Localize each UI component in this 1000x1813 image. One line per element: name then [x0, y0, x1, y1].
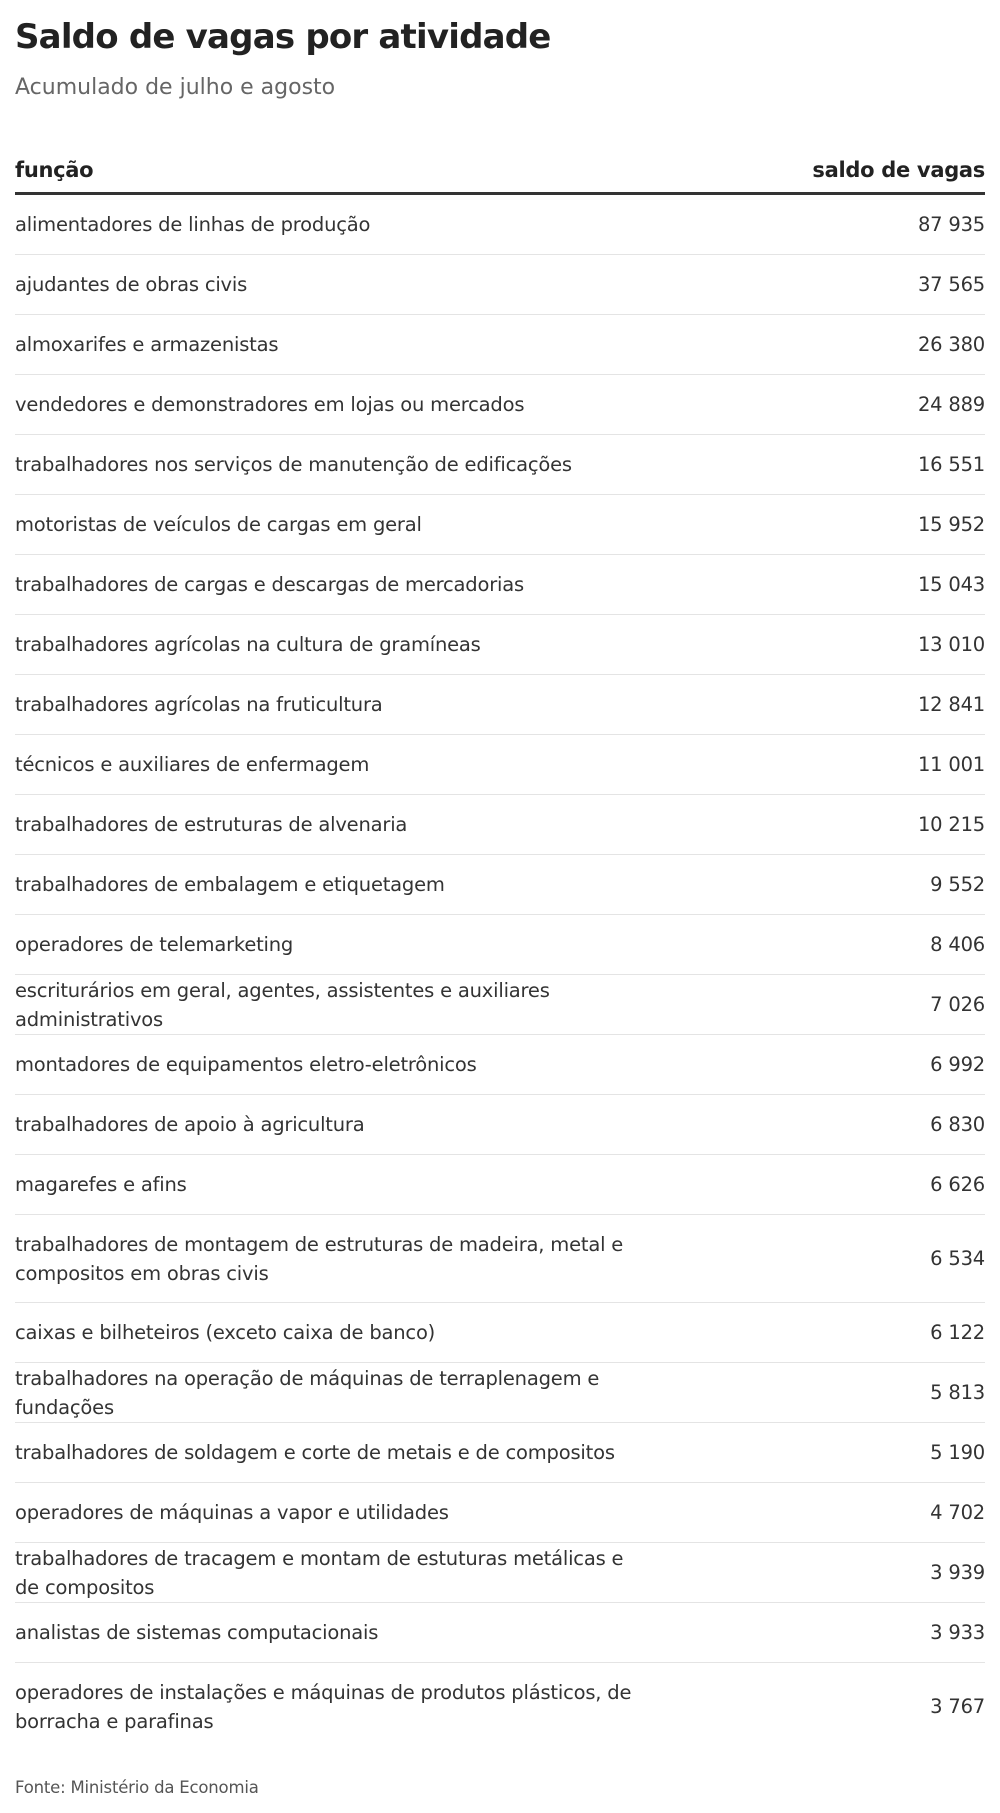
cell-saldo: 24 889: [785, 375, 985, 435]
cell-funcao: alimentadores de linhas de produção: [15, 194, 785, 255]
cell-saldo: 5 813: [785, 1363, 985, 1423]
cell-funcao: trabalhadores nos serviços de manutenção de edificações: [15, 435, 785, 495]
cell-saldo: 87 935: [785, 194, 985, 255]
cell-saldo: 11 001: [785, 735, 985, 795]
cell-funcao: trabalhadores de apoio à agricultura: [15, 1095, 785, 1155]
cell-saldo: 16 551: [785, 435, 985, 495]
cell-funcao: operadores de instalações e máquinas de produtos plásticos, de borracha e parafinas: [15, 1680, 632, 1733]
table-row: [15, 1663, 985, 1751]
cell-saldo: 5 190: [785, 1423, 985, 1483]
cell-saldo: 7 026: [785, 975, 985, 1035]
table-row: [15, 735, 985, 795]
cell-saldo: 3 939: [785, 1543, 985, 1603]
cell-funcao: caixas e bilheteiros (exceto caixa de banco): [15, 1303, 785, 1363]
cell-funcao: trabalhadores de montagem de estruturas de madeira, metal e compositos em obras civis: [15, 1215, 785, 1303]
column-header-funcao: função: [15, 144, 785, 194]
cell-funcao: montadores de equipamentos eletro-eletrônicos: [15, 1035, 785, 1095]
table-body: [15, 194, 985, 1751]
table-row: [15, 975, 985, 1035]
table-row: [15, 435, 985, 495]
cell-saldo: 15 952: [785, 495, 985, 555]
column-header-saldo: saldo de vagas: [785, 144, 985, 194]
cell-funcao: vendedores e demonstradores em lojas ou mercados: [15, 375, 785, 435]
cell-saldo: 4 702: [785, 1483, 985, 1543]
cell-funcao: escriturários em geral, agentes, assistentes e auxiliares administrativos: [15, 975, 785, 1035]
source-note: Fonte: Ministério da Economia: [15, 1778, 259, 1797]
header-row: [15, 144, 985, 194]
data-table: [15, 144, 985, 1750]
table-row: [15, 1303, 985, 1363]
table-row: [15, 615, 985, 675]
table-row: [15, 1543, 985, 1603]
table-row: [15, 375, 985, 435]
table-row: [15, 1095, 985, 1155]
table-row: [15, 1155, 985, 1215]
cell-funcao: motoristas de veículos de cargas em geral: [15, 495, 785, 555]
table-row: [15, 1603, 985, 1663]
table-row: [15, 194, 985, 255]
table-row: [15, 855, 985, 915]
table-row: [15, 915, 985, 975]
table-row: [15, 555, 985, 615]
table-header: [15, 144, 985, 194]
cell-saldo: 9 552: [785, 855, 985, 915]
cell-saldo: 12 841: [785, 675, 985, 735]
table-row: [15, 255, 985, 315]
cell-saldo: 6 122: [785, 1303, 985, 1363]
cell-funcao: trabalhadores de soldagem e corte de metais e de compositos: [15, 1423, 785, 1483]
cell-saldo: 37 565: [785, 255, 985, 315]
cell-saldo: 10 215: [785, 795, 985, 855]
cell-funcao: trabalhadores de tracagem e montam de estuturas metálicas e de compositos: [15, 1543, 785, 1603]
table-row: [15, 1423, 985, 1483]
table-row: [15, 1483, 985, 1543]
cell-funcao: operadores de telemarketing: [15, 915, 785, 975]
cell-saldo: 3 933: [785, 1603, 985, 1663]
cell-saldo: 6 992: [785, 1035, 985, 1095]
cell-funcao: trabalhadores de estruturas de alvenaria: [15, 795, 785, 855]
cell-saldo: 3 767: [930, 1695, 985, 1718]
cell-funcao: trabalhadores agrícolas na fruticultura: [15, 675, 785, 735]
cell-funcao: trabalhadores de embalagem e etiquetagem: [15, 855, 785, 915]
cell-funcao: analistas de sistemas computacionais: [15, 1603, 785, 1663]
cell-funcao: trabalhadores na operação de máquinas de terraplenagem e fundações: [15, 1363, 785, 1423]
table-row: [15, 1215, 985, 1303]
cell-funcao: técnicos e auxiliares de enfermagem: [15, 735, 785, 795]
cell-saldo: 15 043: [785, 555, 985, 615]
chart-title: Saldo de vagas por atividade: [15, 17, 551, 57]
table-row: [15, 675, 985, 735]
cell-saldo: 6 626: [785, 1155, 985, 1215]
cell-saldo: 6 830: [785, 1095, 985, 1155]
cell-funcao: trabalhadores de cargas e descargas de mercadorias: [15, 555, 785, 615]
table-row: [15, 1035, 985, 1095]
chart-subtitle: Acumulado de julho e agosto: [15, 75, 336, 100]
cell-funcao: magarefes e afins: [15, 1155, 785, 1215]
table-row: [15, 795, 985, 855]
cell-saldo: 13 010: [785, 615, 985, 675]
cell-funcao: ajudantes de obras civis: [15, 255, 785, 315]
cell-funcao: trabalhadores agrícolas na cultura de gramíneas: [15, 615, 785, 675]
table-row: [15, 315, 985, 375]
cell-saldo: 8 406: [785, 915, 985, 975]
table-row: [15, 495, 985, 555]
cell-funcao: almoxarifes e armazenistas: [15, 315, 785, 375]
cell-funcao: operadores de máquinas a vapor e utilidades: [15, 1483, 785, 1543]
cell-saldo: 6 534: [785, 1215, 985, 1303]
table-row: [15, 1363, 985, 1423]
cell-saldo: 26 380: [785, 315, 985, 375]
